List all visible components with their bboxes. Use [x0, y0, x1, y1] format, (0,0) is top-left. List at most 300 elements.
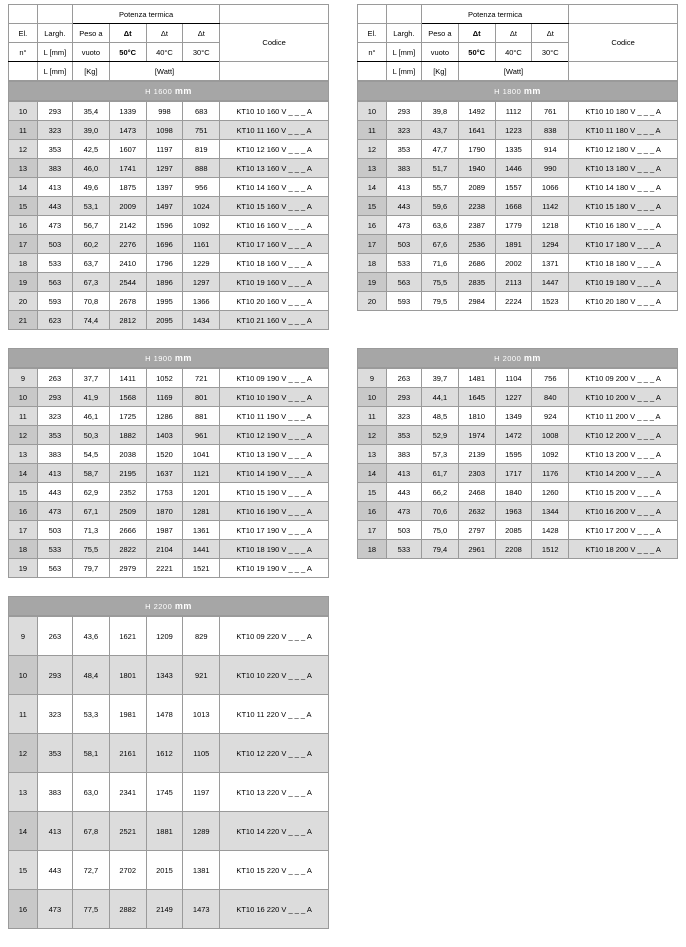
cell-el: 21	[9, 311, 38, 330]
cell-dt50: 2521	[109, 812, 146, 851]
cell-dt40: 1286	[146, 407, 183, 426]
table-block-h2200	[8, 596, 329, 929]
table-row	[9, 388, 329, 407]
cell-codice: KT10 14 220 V _ _ _ A	[220, 812, 329, 851]
cell-el: 17	[9, 521, 38, 540]
cell-dt50: 1940	[458, 159, 495, 178]
table-row	[9, 890, 329, 929]
column-right-top	[343, 4, 678, 348]
cell-codice: KT10 17 160 V _ _ _ A	[220, 235, 329, 254]
cell-dt30: 1441	[183, 540, 220, 559]
cell-larghezza: 383	[37, 159, 72, 178]
cell-codice: KT10 10 160 V _ _ _ A	[220, 102, 329, 121]
table-row	[9, 483, 329, 502]
cell-el: 10	[9, 656, 38, 695]
cell-larghezza: 503	[386, 235, 421, 254]
cell-codice: KT10 10 200 V _ _ _ A	[569, 388, 678, 407]
header-larghezza-unit: L [mm]	[386, 43, 421, 62]
table-row	[9, 254, 329, 273]
cell-larghezza: 263	[386, 369, 421, 388]
table-row	[9, 445, 329, 464]
table-row	[358, 140, 678, 159]
cell-codice: KT10 09 220 V _ _ _ A	[220, 617, 329, 656]
cell-dt50: 2387	[458, 216, 495, 235]
header-peso-vuoto-1: Peso a	[72, 24, 109, 43]
cell-dt50: 1621	[109, 617, 146, 656]
cell-dt50: 2038	[109, 445, 146, 464]
cell-dt30: 1447	[532, 273, 569, 292]
cell-larghezza: 533	[386, 540, 421, 559]
cell-larghezza: 323	[37, 121, 72, 140]
cell-codice: KT10 16 160 V _ _ _ A	[220, 216, 329, 235]
cell-dt40: 1668	[495, 197, 532, 216]
cell-el: 13	[9, 159, 38, 178]
column-left-top	[8, 4, 343, 348]
spacer	[358, 5, 387, 24]
cell-peso: 55,7	[421, 178, 458, 197]
cell-codice: KT10 19 180 V _ _ _ A	[569, 273, 678, 292]
cell-el: 19	[9, 273, 38, 292]
header-t50: 50°C	[109, 43, 146, 62]
table-row	[358, 388, 678, 407]
cell-dt40: 1995	[146, 292, 183, 311]
cell-dt40: 1397	[146, 178, 183, 197]
title-band-h1900	[9, 349, 329, 368]
cell-dt40: 1637	[146, 464, 183, 483]
cell-codice: KT10 16 180 V _ _ _ A	[569, 216, 678, 235]
cell-peso: 54,5	[72, 445, 109, 464]
cell-peso: 50,3	[72, 426, 109, 445]
cell-dt40: 1696	[146, 235, 183, 254]
cell-codice: KT10 20 180 V _ _ _ A	[569, 292, 678, 311]
cell-el: 15	[358, 197, 387, 216]
cell-el: 16	[9, 502, 38, 521]
cell-codice: KT10 15 220 V _ _ _ A	[220, 851, 329, 890]
cell-dt40: 1596	[146, 216, 183, 235]
cell-dt40: 1557	[495, 178, 532, 197]
spacer	[569, 5, 678, 24]
table-title-h2200	[8, 596, 329, 616]
cell-el: 14	[9, 464, 38, 483]
cell-dt30: 801	[183, 388, 220, 407]
cell-peso: 75,0	[421, 521, 458, 540]
header-potenza-termica: Potenza termica	[72, 5, 219, 24]
cell-el: 18	[9, 540, 38, 559]
cell-dt50: 2468	[458, 483, 495, 502]
table-row	[358, 426, 678, 445]
title-unit: mm	[523, 86, 541, 96]
header-codice: Codice	[220, 24, 329, 62]
cell-dt30: 829	[183, 617, 220, 656]
cell-peso: 75,5	[421, 273, 458, 292]
cell-dt30: 1344	[532, 502, 569, 521]
cell-dt30: 1361	[183, 521, 220, 540]
cell-dt50: 1645	[458, 388, 495, 407]
table-row	[358, 197, 678, 216]
cell-codice: KT10 15 200 V _ _ _ A	[569, 483, 678, 502]
cell-dt30: 1381	[183, 851, 220, 890]
cell-codice: KT10 13 180 V _ _ _ A	[569, 159, 678, 178]
cell-el: 15	[9, 197, 38, 216]
cell-peso: 42,5	[72, 140, 109, 159]
table-title-h1900	[8, 348, 329, 368]
header-watt-unit: [Watt]	[109, 62, 219, 81]
cell-dt40: 2208	[495, 540, 532, 559]
cell-codice: KT10 09 190 V _ _ _ A	[220, 369, 329, 388]
table-row	[9, 656, 329, 695]
cell-el: 19	[9, 559, 38, 578]
cell-dt50: 2812	[109, 311, 146, 330]
cell-larghezza: 413	[386, 464, 421, 483]
cell-dt50: 1810	[458, 407, 495, 426]
cell-peso: 67,1	[72, 502, 109, 521]
cell-el: 11	[9, 121, 38, 140]
cell-dt40: 1104	[495, 369, 532, 388]
cell-dt50: 2797	[458, 521, 495, 540]
table-row	[9, 121, 329, 140]
cell-codice: KT10 18 180 V _ _ _ A	[569, 254, 678, 273]
header-larghezza-unit2: L [mm]	[37, 62, 72, 81]
cell-dt40: 2104	[146, 540, 183, 559]
title-text: H 2200	[145, 602, 173, 611]
cell-dt30: 924	[532, 407, 569, 426]
cell-larghezza: 473	[386, 502, 421, 521]
cell-codice: KT10 20 160 V _ _ _ A	[220, 292, 329, 311]
cell-codice: KT10 18 200 V _ _ _ A	[569, 540, 678, 559]
cell-dt40: 1349	[495, 407, 532, 426]
table-row	[9, 102, 329, 121]
cell-larghezza: 293	[386, 388, 421, 407]
cell-dt30: 888	[183, 159, 220, 178]
title-unit: mm	[174, 601, 192, 611]
header-larghezza: Largh.	[37, 24, 72, 43]
table-row	[9, 235, 329, 254]
cell-peso: 63,0	[72, 773, 109, 812]
cell-el: 18	[358, 254, 387, 273]
tables-grid	[8, 4, 678, 947]
table-row	[9, 773, 329, 812]
header-el-unit: n°	[9, 43, 38, 62]
title-unit: mm	[523, 353, 541, 363]
cell-dt30: 1161	[183, 235, 220, 254]
cell-peso: 51,7	[421, 159, 458, 178]
cell-peso: 63,6	[421, 216, 458, 235]
cell-dt30: 1523	[532, 292, 569, 311]
cell-dt50: 1882	[109, 426, 146, 445]
cell-larghezza: 533	[37, 254, 72, 273]
cell-dt50: 2195	[109, 464, 146, 483]
cell-dt50: 1339	[109, 102, 146, 121]
cell-el: 13	[9, 773, 38, 812]
cell-dt50: 2238	[458, 197, 495, 216]
cell-dt50: 2702	[109, 851, 146, 890]
cell-peso: 53,3	[72, 695, 109, 734]
cell-larghezza: 293	[37, 102, 72, 121]
table-header-h1600	[8, 4, 329, 81]
cell-dt40: 1169	[146, 388, 183, 407]
cell-codice: KT10 14 190 V _ _ _ A	[220, 464, 329, 483]
cell-larghezza: 383	[37, 445, 72, 464]
cell-larghezza: 353	[386, 426, 421, 445]
column-right-bottom-empty	[343, 596, 678, 947]
header-peso-vuoto-2: vuoto	[421, 43, 458, 62]
cell-codice: KT10 12 190 V _ _ _ A	[220, 426, 329, 445]
cell-el: 10	[358, 388, 387, 407]
cell-dt30: 751	[183, 121, 220, 140]
cell-codice: KT10 19 160 V _ _ _ A	[220, 273, 329, 292]
title-text: H 1800	[494, 87, 522, 96]
cell-larghezza: 353	[37, 426, 72, 445]
cell-codice: KT10 12 180 V _ _ _ A	[569, 140, 678, 159]
cell-peso: 43,7	[421, 121, 458, 140]
cell-dt50: 2410	[109, 254, 146, 273]
cell-larghezza: 443	[37, 197, 72, 216]
cell-dt40: 998	[146, 102, 183, 121]
cell-larghezza: 443	[386, 197, 421, 216]
table-row	[358, 159, 678, 178]
cell-dt40: 1840	[495, 483, 532, 502]
cell-dt30: 1092	[532, 445, 569, 464]
header-dt-40: Δt	[146, 24, 183, 43]
cell-el: 10	[9, 102, 38, 121]
cell-dt40: 1881	[146, 812, 183, 851]
table-row	[358, 445, 678, 464]
table-row	[9, 407, 329, 426]
header-t50: 50°C	[458, 43, 495, 62]
cell-dt50: 1607	[109, 140, 146, 159]
table-block-h1600	[8, 4, 329, 330]
spacer	[9, 62, 38, 81]
cell-codice: KT10 11 200 V _ _ _ A	[569, 407, 678, 426]
table-row	[358, 254, 678, 273]
cell-peso: 52,9	[421, 426, 458, 445]
cell-dt50: 1790	[458, 140, 495, 159]
table-row	[358, 369, 678, 388]
table-rows-h1600	[8, 101, 329, 330]
header-dt-30: Δt	[183, 24, 220, 43]
cell-dt40: 1403	[146, 426, 183, 445]
cell-peso: 62,9	[72, 483, 109, 502]
cell-larghezza: 353	[386, 140, 421, 159]
cell-larghezza: 383	[37, 773, 72, 812]
cell-dt30: 1197	[183, 773, 220, 812]
cell-el: 14	[358, 464, 387, 483]
cell-larghezza: 593	[386, 292, 421, 311]
cell-el: 19	[358, 273, 387, 292]
cell-dt30: 1041	[183, 445, 220, 464]
title-unit: mm	[174, 86, 192, 96]
cell-larghezza: 383	[386, 445, 421, 464]
cell-codice: KT10 17 180 V _ _ _ A	[569, 235, 678, 254]
header-dt-40: Δt	[495, 24, 532, 43]
cell-dt30: 914	[532, 140, 569, 159]
table-rows-h1900	[8, 368, 329, 578]
table-rows-h2200	[8, 616, 329, 929]
cell-codice: KT10 16 200 V _ _ _ A	[569, 502, 678, 521]
cell-codice: KT10 11 220 V _ _ _ A	[220, 695, 329, 734]
cell-larghezza: 413	[37, 812, 72, 851]
cell-codice: KT10 18 190 V _ _ _ A	[220, 540, 329, 559]
table-row	[9, 502, 329, 521]
cell-dt30: 1434	[183, 311, 220, 330]
cell-el: 20	[358, 292, 387, 311]
cell-larghezza: 533	[37, 540, 72, 559]
cell-dt40: 1595	[495, 445, 532, 464]
cell-el: 18	[9, 254, 38, 273]
cell-larghezza: 413	[386, 178, 421, 197]
cell-el: 11	[9, 407, 38, 426]
cell-larghezza: 503	[386, 521, 421, 540]
cell-peso: 39,7	[421, 369, 458, 388]
cell-codice: KT10 14 200 V _ _ _ A	[569, 464, 678, 483]
cell-codice: KT10 16 220 V _ _ _ A	[220, 890, 329, 929]
cell-el: 12	[9, 426, 38, 445]
cell-larghezza: 293	[386, 102, 421, 121]
title-band-h1600	[9, 82, 329, 101]
cell-dt40: 1612	[146, 734, 183, 773]
cell-peso: 49,6	[72, 178, 109, 197]
cell-dt50: 2678	[109, 292, 146, 311]
table-row	[9, 695, 329, 734]
title-h2000	[358, 349, 678, 368]
title-h2200	[9, 597, 329, 616]
cell-dt40: 2221	[146, 559, 183, 578]
cell-dt30: 1366	[183, 292, 220, 311]
cell-dt30: 1294	[532, 235, 569, 254]
table-row	[9, 273, 329, 292]
cell-dt30: 1289	[183, 812, 220, 851]
spacer	[220, 62, 329, 81]
cell-dt50: 2139	[458, 445, 495, 464]
cell-dt40: 1223	[495, 121, 532, 140]
cell-peso: 72,7	[72, 851, 109, 890]
cell-codice: KT10 10 220 V _ _ _ A	[220, 656, 329, 695]
cell-dt50: 2979	[109, 559, 146, 578]
cell-el: 14	[358, 178, 387, 197]
cell-peso: 66,2	[421, 483, 458, 502]
cell-larghezza: 563	[37, 559, 72, 578]
cell-larghezza: 323	[386, 407, 421, 426]
cell-larghezza: 383	[386, 159, 421, 178]
table-row	[9, 426, 329, 445]
cell-el: 17	[358, 521, 387, 540]
cell-dt50: 2341	[109, 773, 146, 812]
table-row	[9, 178, 329, 197]
cell-dt50: 2666	[109, 521, 146, 540]
cell-dt40: 1745	[146, 773, 183, 812]
cell-dt30: 1229	[183, 254, 220, 273]
table-row	[9, 812, 329, 851]
table-row	[358, 178, 678, 197]
cell-codice: KT10 09 200 V _ _ _ A	[569, 369, 678, 388]
cell-el: 20	[9, 292, 38, 311]
header-el: El.	[358, 24, 387, 43]
cell-peso: 58,1	[72, 734, 109, 773]
cell-larghezza: 323	[37, 695, 72, 734]
table-row	[9, 140, 329, 159]
cell-peso: 71,6	[421, 254, 458, 273]
title-text: H 1900	[145, 354, 173, 363]
cell-dt30: 956	[183, 178, 220, 197]
cell-dt50: 2009	[109, 197, 146, 216]
cell-peso: 79,5	[421, 292, 458, 311]
cell-dt50: 2686	[458, 254, 495, 273]
cell-dt40: 1497	[146, 197, 183, 216]
cell-peso: 47,7	[421, 140, 458, 159]
table-row	[358, 273, 678, 292]
cell-dt40: 1209	[146, 617, 183, 656]
cell-el: 14	[9, 178, 38, 197]
cell-larghezza: 623	[37, 311, 72, 330]
cell-dt30: 1428	[532, 521, 569, 540]
cell-codice: KT10 16 190 V _ _ _ A	[220, 502, 329, 521]
table-row	[358, 102, 678, 121]
column-left-mid	[8, 348, 343, 596]
cell-larghezza: 473	[386, 216, 421, 235]
header-el: El.	[9, 24, 38, 43]
header-dt-30: Δt	[532, 24, 569, 43]
cell-dt40: 1052	[146, 369, 183, 388]
title-text: H 1600	[145, 87, 173, 96]
table-row	[9, 311, 329, 330]
cell-el: 13	[358, 445, 387, 464]
cell-el: 16	[358, 502, 387, 521]
cell-el: 12	[358, 426, 387, 445]
cell-dt30: 840	[532, 388, 569, 407]
cell-dt30: 961	[183, 426, 220, 445]
cell-dt50: 2276	[109, 235, 146, 254]
cell-dt30: 1201	[183, 483, 220, 502]
header-codice: Codice	[569, 24, 678, 62]
cell-dt50: 2161	[109, 734, 146, 773]
cell-codice: KT10 19 190 V _ _ _ A	[220, 559, 329, 578]
table-block-h1900	[8, 348, 329, 578]
cell-el: 10	[358, 102, 387, 121]
cell-dt50: 2142	[109, 216, 146, 235]
header-watt-unit: [Watt]	[458, 62, 568, 81]
table-rows-h1800	[357, 101, 678, 311]
cell-larghezza: 503	[37, 235, 72, 254]
cell-dt40: 1478	[146, 695, 183, 734]
spacer	[386, 5, 421, 24]
spacer	[37, 5, 72, 24]
table-block-h1800	[357, 4, 678, 311]
title-band-h2200	[9, 597, 329, 616]
cell-dt50: 2089	[458, 178, 495, 197]
cell-codice: KT10 10 190 V _ _ _ A	[220, 388, 329, 407]
cell-el: 11	[358, 121, 387, 140]
cell-codice: KT10 15 190 V _ _ _ A	[220, 483, 329, 502]
table-block-h2000	[357, 348, 678, 559]
cell-dt40: 1963	[495, 502, 532, 521]
table-row	[358, 483, 678, 502]
cell-larghezza: 473	[37, 502, 72, 521]
cell-dt30: 721	[183, 369, 220, 388]
cell-dt30: 1371	[532, 254, 569, 273]
cell-larghezza: 413	[37, 178, 72, 197]
cell-dt50: 2509	[109, 502, 146, 521]
cell-dt40: 1717	[495, 464, 532, 483]
cell-dt30: 1142	[532, 197, 569, 216]
cell-codice: KT10 11 180 V _ _ _ A	[569, 121, 678, 140]
cell-el: 15	[9, 483, 38, 502]
header-t30: 30°C	[532, 43, 569, 62]
cell-peso: 71,3	[72, 521, 109, 540]
cell-dt40: 2224	[495, 292, 532, 311]
cell-codice: KT10 14 180 V _ _ _ A	[569, 178, 678, 197]
header-el-unit: n°	[358, 43, 387, 62]
cell-peso: 67,8	[72, 812, 109, 851]
